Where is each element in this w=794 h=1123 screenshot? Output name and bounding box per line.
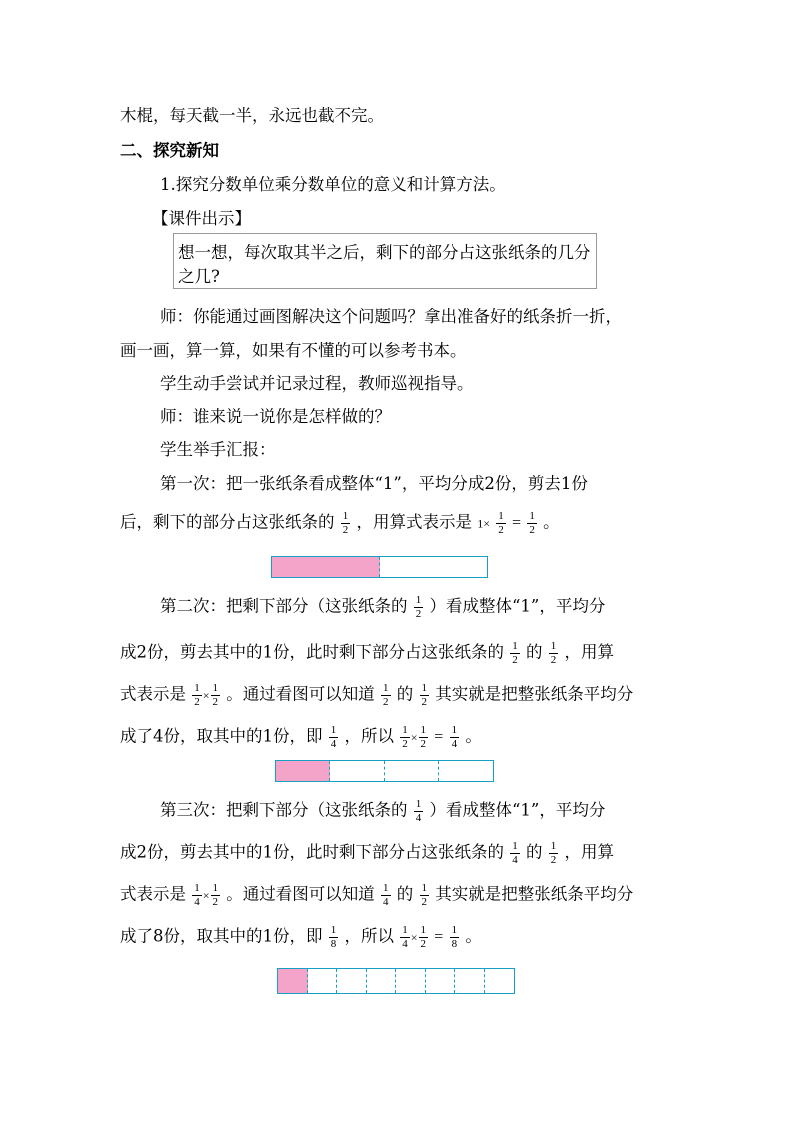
strip-segment-empty [396,969,426,993]
text-segment: 。通过看图可以知道 [226,884,375,904]
strip-segment-empty [367,969,397,993]
fraction [329,924,339,950]
text-line [120,724,482,750]
text-segment: 式表示是 [120,684,186,704]
frac-num: 1 [194,882,200,894]
frac-num: 1 [512,840,518,852]
fraction [419,924,429,950]
frac-den: 2 [512,653,518,666]
frac-num: 1 [342,510,349,522]
frac-num: 1 [451,924,458,936]
fraction [400,724,410,750]
text-segment: 。 [543,512,560,532]
frac-den: 2 [415,607,422,620]
frac-den: 2 [420,937,427,950]
question-box [173,233,597,289]
text-segment: 的 [526,642,543,662]
strip-segment-empty [330,761,384,781]
text-line: 画一画，算一算，如果有不懂的可以参考书本。 [120,341,467,360]
text-segment: 的 [526,842,543,862]
text-segment: ）看成整体“1”，平均分 [429,596,606,616]
text-line [120,682,633,708]
fraction [329,724,339,750]
fraction [381,682,391,708]
text-line [120,882,633,908]
fraction [450,724,460,750]
frac-num: 1 [383,882,389,894]
text-line: 师：你能通过画图解决这个问题吗？拿出准备好的纸条折一折， [160,307,622,326]
fraction [496,510,506,536]
strip-segment-empty [308,969,338,993]
frac-den: 8 [451,937,458,950]
frac-den: 4 [194,895,200,908]
frac-num: 1 [512,640,518,652]
frac-den: 2 [194,695,200,708]
frac-num: 1 [420,724,427,736]
text-segment: 其实就是把整张纸条平均分 [435,884,634,904]
frac-den: 2 [421,695,428,708]
times-sign: × [202,888,210,903]
text-segment: 的 [396,684,414,704]
frac-den: 4 [451,737,458,750]
strip-segment-empty [485,969,515,993]
frac-den: 2 [402,737,408,750]
strip-segment-filled [272,557,380,577]
frac-den: 4 [383,895,389,908]
text-line [120,840,614,866]
fraction [450,924,460,950]
paper-strip-eighths [277,968,515,994]
frac-num: 1 [529,510,535,522]
frac-num: 1 [415,798,422,810]
text-segment: ，所以 [344,726,394,746]
frac-den: 2 [421,895,428,908]
number: 1 [477,516,484,531]
fraction [419,724,429,750]
subsection-title: 1.探究分数单位乘分数单位的意义和计算方法。 [160,175,506,194]
text-segment: ，用算 [564,842,614,862]
text-segment: 。 [465,926,482,946]
times-sign: × [202,688,210,703]
frac-den: 2 [550,653,557,666]
text-line: 木棍，每天截一半，永远也截不完。 [120,106,384,125]
text-segment: 。通过看图可以知道 [226,684,375,704]
strip-segment-empty [455,969,485,993]
frac-num: 1 [383,682,389,694]
frac-num: 1 [402,924,408,936]
text-segment: 其实就是把整张纸条平均分 [435,684,634,704]
text-segment: 的 [396,884,414,904]
text-segment: 式表示是 [120,884,186,904]
text-line: 师：谁来说一说你是怎样做的？ [160,407,391,426]
text-line [120,924,482,950]
fraction [192,882,202,908]
section-heading: 二、探究新知 [120,141,219,160]
fraction [192,682,202,708]
text-segment: 后，剩下的部分占这张纸条的 [120,512,335,532]
fraction [211,682,221,708]
fraction [510,640,520,666]
text-segment: 成了4份，取其中的1份，即 [120,726,323,746]
courseware-label: 【课件出示】 [152,209,251,228]
frac-num: 1 [212,682,219,694]
frac-num: 1 [498,510,504,522]
equals-sign: = [434,928,444,946]
fraction [420,882,430,908]
times-sign: × [410,730,418,745]
frac-num: 1 [330,724,337,736]
text-line [120,510,560,536]
frac-num: 1 [421,882,428,894]
frac-num: 1 [451,724,458,736]
paper-strip-quarters [275,760,494,782]
frac-num: 1 [194,682,200,694]
question-text: 想一想，每次取其半之后，剩下的部分占这张纸条的几分之几? [178,243,591,286]
text-segment: ，用算 [564,642,614,662]
times-sign: × [410,930,418,945]
frac-den: 2 [550,853,557,866]
fraction [549,640,559,666]
frac-num: 1 [550,840,557,852]
text-segment: ，用算式表示是 [356,512,472,532]
fraction [549,840,559,866]
strip-segment-empty [439,761,493,781]
text-line: 学生动手尝试并记录过程，教师巡视指导。 [160,374,474,393]
text-line [120,640,614,666]
paper-strip-halves [271,556,488,578]
fraction [211,882,221,908]
frac-num: 1 [212,882,219,894]
text-segment: 成2份，剪去其中的1份，此时剩下部分占这张纸条的 [120,642,504,662]
frac-num: 1 [421,682,428,694]
frac-den: 4 [415,811,422,824]
text-line [160,594,605,620]
frac-den: 2 [212,895,219,908]
frac-num: 1 [415,594,422,606]
text-segment: 成了8份，取其中的1份，即 [120,926,323,946]
equals-sign: = [434,728,444,746]
text-segment: 第三次：把剩下部分（这张纸条的 [160,800,408,820]
frac-den: 2 [498,523,504,536]
text-segment: 成2份，剪去其中的1份，此时剩下部分占这张纸条的 [120,842,504,862]
frac-den: 2 [529,523,535,536]
strip-segment-filled [278,969,308,993]
frac-num: 1 [420,924,427,936]
text-line: 学生举手汇报： [160,440,276,459]
frac-den: 2 [420,737,427,750]
fraction [420,682,430,708]
frac-den: 2 [383,695,389,708]
strip-segment-empty [385,761,439,781]
strip-segment-empty [426,969,456,993]
text-line [160,798,605,824]
fraction [414,594,424,620]
strip-segment-empty [380,557,488,577]
frac-den: 4 [402,937,408,950]
frac-den: 2 [342,523,349,536]
text-segment: 。 [465,726,482,746]
fraction [510,840,520,866]
frac-num: 1 [402,724,408,736]
fraction [414,798,424,824]
text-line: 第一次：把一张纸条看成整体“1”，平均分成2份，剪去1份 [160,474,588,493]
frac-den: 4 [512,853,518,866]
text-segment: ）看成整体“1”，平均分 [429,800,606,820]
strip-segment-filled [276,761,330,781]
frac-den: 8 [330,937,337,950]
fraction [400,924,410,950]
fraction [381,882,391,908]
fraction [527,510,537,536]
strip-segment-empty [337,969,367,993]
fraction [341,510,351,536]
frac-den: 2 [212,695,219,708]
frac-num: 1 [330,924,337,936]
equals-sign: = [512,514,522,532]
frac-den: 4 [330,737,337,750]
frac-num: 1 [550,640,557,652]
text-segment: 第二次：把剩下部分（这张纸条的 [160,596,408,616]
times-sign: × [483,516,491,531]
text-segment: ，所以 [344,926,394,946]
